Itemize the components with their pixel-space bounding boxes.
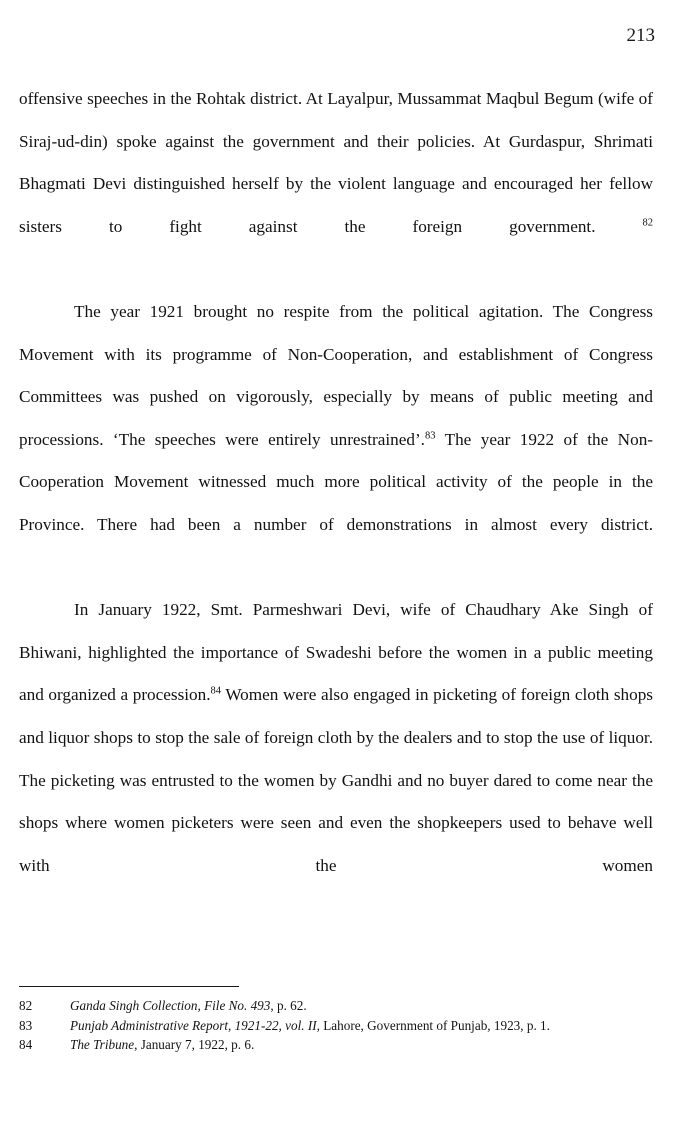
paragraph-text: The year 1921 brought no respite from the political agitation. The Congress Movement with its programme of Non-Cooperation, and establishment of Congress Committees was pushed on vigorously, especially by means of public meeting and processions. ‘The speeches were entirely unrestrained’. xyxy=(19,301,653,449)
paragraph xyxy=(19,78,653,291)
footnote-list xyxy=(19,996,659,1055)
footnote-detail: Lahore, Government of Punjab, 1923, p. 1. xyxy=(319,1017,550,1033)
paragraph-text: offensive speeches in the Rohtak district. At Layalpur, Mussammat Maqbul Begum (wife of Siraj-ud-din) spoke against the government and their policies. At Gurdaspur, Shrimati Bhagmati Devi distinguished herself by the violent language and encouraged her fellow sisters to fight against the foreign government. xyxy=(19,89,653,236)
footnote-number: 84 xyxy=(19,1037,33,1053)
footnote-item xyxy=(19,996,659,1016)
footnote-detail: , January 7, 1922, p. 6. xyxy=(134,1037,255,1053)
footnote-number: 82 xyxy=(19,998,33,1013)
footnote-title: The Tribune xyxy=(70,1037,135,1053)
paragraph xyxy=(19,589,653,930)
paragraph-text: The year 1922 of the Non-Cooperation Movement witnessed much more political activity of the people in the Province. There had been a number of demonstrations in almost every district. xyxy=(19,429,654,534)
footnote-detail: , p. 62. xyxy=(270,998,307,1013)
body-text xyxy=(19,78,653,930)
footnote-separator-rule xyxy=(19,986,239,987)
footnote-text xyxy=(70,1035,254,1055)
page-number: 213 xyxy=(626,25,655,46)
footnote-number: 83 xyxy=(19,1017,33,1033)
footnote-marker[interactable]: 84 xyxy=(210,685,222,697)
paragraph-text: In January 1922, Smt. Parmeshwari Devi, wife of Chaudhary Ake Singh of Bhiwani, highlighted the importance of Swadeshi before the women in a public meeting and organized a procession. xyxy=(19,600,653,705)
footnote-marker[interactable]: 83 xyxy=(424,430,436,442)
footnote-item xyxy=(19,1035,659,1055)
footnote-item xyxy=(19,1016,659,1036)
footnote-marker[interactable]: 82 xyxy=(642,217,653,229)
footnote-text xyxy=(70,1016,550,1036)
footnote-title: Punjab Administrative Report, 1921-22, vol. II, xyxy=(70,1017,320,1033)
footnote-text xyxy=(70,996,307,1016)
footnote-area xyxy=(19,986,659,1055)
paragraph xyxy=(19,291,653,589)
paragraph-text: Women were also engaged in picketing of foreign cloth shops and liquor shops to stop the sale of foreign cloth by the dealers and to stop the use of liquor. The picketing was entrusted to the women by Gandhi and no buyer dared to come near the shops where women picketers were seen and even the shopkeepers used to behave well with the women xyxy=(19,685,653,875)
footnote-title: Ganda Singh Collection, File No. 493 xyxy=(70,998,271,1013)
